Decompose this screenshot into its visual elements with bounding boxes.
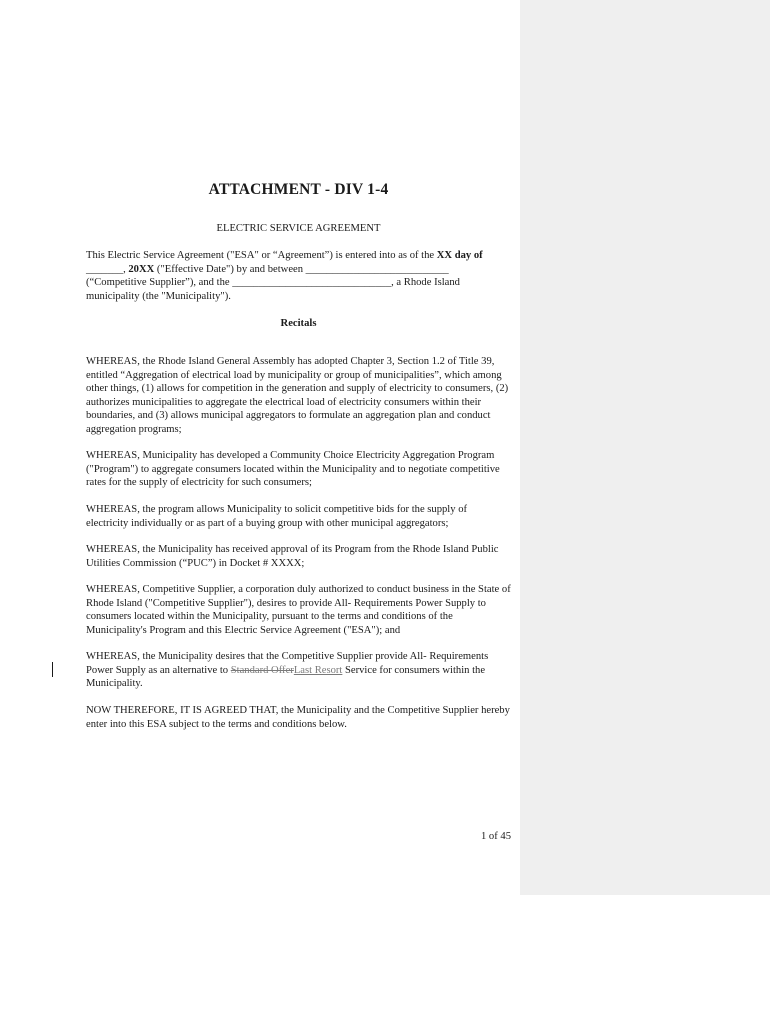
revised-recital-paragraph — [86, 650, 511, 691]
recitals-heading: Recitals — [280, 318, 317, 329]
intro-text-3: ("Effective Date") by and between ___________________________ — [154, 263, 449, 275]
comment-pane — [520, 0, 770, 895]
intro-bold-day: XX day of — [436, 250, 483, 261]
deleted-text[interactable]: Standard Offer — [230, 664, 294, 676]
intro-paragraph — [86, 249, 511, 303]
document-title: ATTACHMENT - DIV 1-4 — [208, 181, 389, 198]
revised-recital-text-end: Service for consumers within the Municipality. — [86, 664, 486, 689]
intro-text-1: This Electric Service Agreement ("ESA" or “Agreement”) is entered into as of the — [86, 250, 437, 261]
recital-paragraph: WHEREAS, Municipality has developed a Community Choice Electricity Aggregation Program ("Program") to aggregate consumers located within the Municipality and to negotiate competitive rates for the supply of electricity for such consumers; — [86, 450, 500, 488]
recital-paragraph: WHEREAS, Competitive Supplier, a corporation duly authorized to conduct business in the State of Rhode Island ("Competitive Supplier"), desires to provide All- Requirements Power Supply to consumers located within the Municipality, pursuant to the terms and conditions of the Municipality's Program and this Electric Service Agreement ("ESA"); and — [86, 584, 511, 636]
intro-text-4: (“Competitive Supplier”), and the ______________________________, a Rhode Island municipality (the "Municipality"). — [86, 277, 460, 302]
inserted-text[interactable]: Last Resort — [293, 664, 343, 676]
page-gap — [0, 895, 770, 1024]
recital-paragraph: WHEREAS, the Municipality has received approval of its Program from the Rhode Island Public Utilities Commission (“PUC”) in Docket # XXXX; — [86, 544, 499, 569]
change-bar — [52, 662, 53, 677]
document-subtitle: ELECTRIC SERVICE AGREEMENT — [216, 223, 381, 234]
revised-recital-text: WHEREAS, the Municipality desires that the Competitive Supplier provide All- Requirements Power Supply as an alternative to — [86, 651, 489, 676]
recital-paragraph: WHEREAS, the program allows Municipality to solicit competitive bids for the supply of electricity individually or as part of a buying group with other municipal aggregators; — [86, 504, 468, 529]
recital-paragraph: WHEREAS, the Rhode Island General Assembly has adopted Chapter 3, Section 1.2 of Title 39, entitled “Aggregation of electrical load by municipality or group of municipalities”, which among other things, (1) allows for competition in the generation and supply of electricity to consumers, (2) authorizes municipalities to aggregate the electrical load of electricity consumers within their boundaries, and (3) allows municipal aggregators to formulate an aggregation plan and conduct aggregation programs; — [86, 356, 509, 435]
page-number: 1 of 45 — [480, 831, 511, 842]
intro-text-2: _______, — [86, 263, 129, 275]
closing-paragraph: NOW THEREFORE, IT IS AGREED THAT, the Municipality and the Competitive Supplier hereby enter into this ESA subject to the terms and conditions below. — [86, 705, 510, 730]
intro-bold-year: 20XX — [128, 263, 155, 275]
